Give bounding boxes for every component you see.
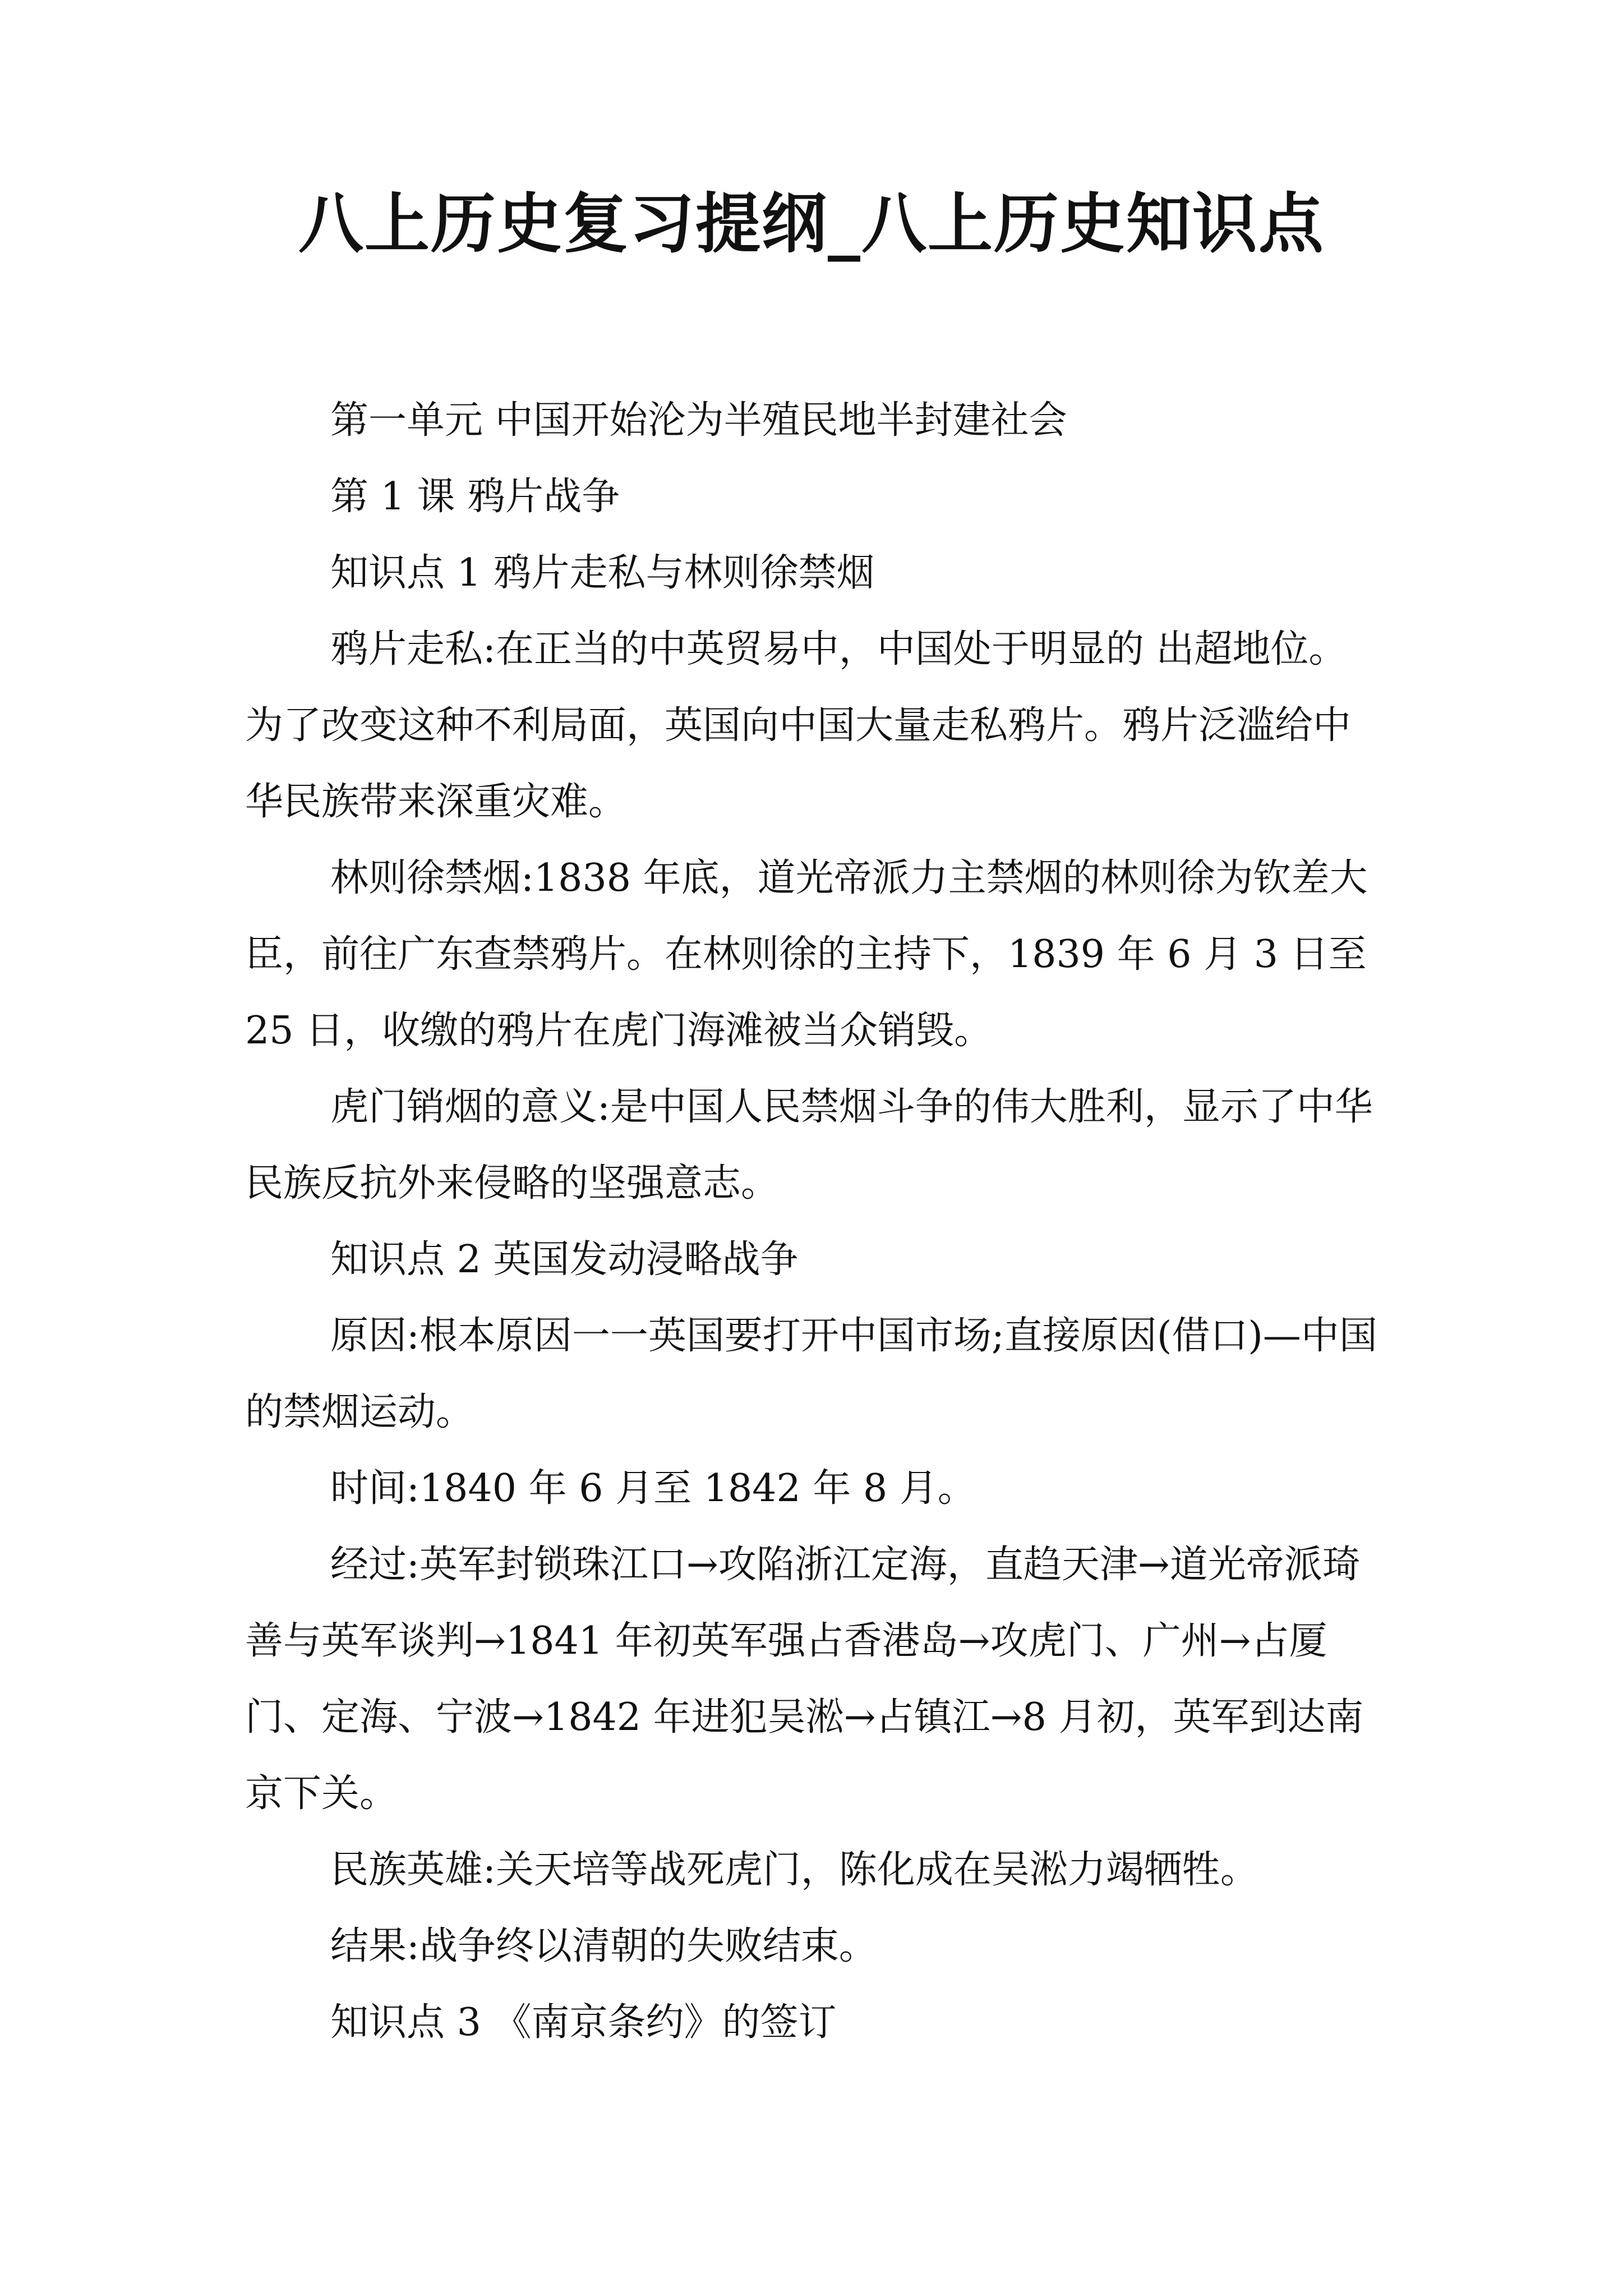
paragraph-result: 结果:战争终以清朝的失败结束。 — [330, 1924, 877, 1968]
paragraph-humen-significance: 虎门销烟的意义:是中国人民禁烟斗争的伟大胜利，显示了中华民族反抗外来侵略的坚强意志。 — [245, 1085, 1373, 1205]
paragraph-national-heroes: 民族英雄:关天培等战死虎门，陈化成在吴淞力竭牺牲。 — [330, 1848, 1258, 1892]
knowledge-point-heading: 知识点 1 鸦片走私与林则徐禁烟 — [330, 551, 875, 595]
lesson-heading: 第 1 课 鸦片战争 — [330, 475, 620, 519]
unit-heading: 第一单元 中国开始沦为半殖民地半封建社会 — [330, 398, 1067, 443]
document-body — [245, 383, 1384, 2061]
knowledge-point-heading: 知识点 3 《南京条约》的签订 — [330, 2000, 837, 2045]
document-title: 八上历史复习提纲_八上历史知识点 — [298, 186, 1325, 262]
paragraph-time: 时间:1840 年 6 月至 1842 年 8 月。 — [330, 1466, 976, 1511]
paragraph-opium-smuggling: 鸦片走私:在正当的中英贸易中，中国处于明显的 出超地位。为了改变这种不利局面，英国向中国大量走私鸦片。鸦片泛滥给中华民族带来深重灾难。 — [245, 627, 1352, 824]
paragraph-process: 经过:英军封锁珠江口→攻陷浙江定海，直趋天津→道光帝派琦善与英军谈判→1841 年初英军强占香港岛→攻虎门、广州→占厦门、定海、宁波→1842 年进犯吴淞→占镇江→8 月初，英军到达南京下关。 — [245, 1543, 1364, 1816]
paragraph-causes: 原因:根本原因一一英国要打开中国市场;直接原因(借口)—中国的禁烟运动。 — [245, 1314, 1377, 1434]
paragraph-lin-zexu: 林则徐禁烟:1838 年底，道光帝派力主禁烟的林则徐为钦差大臣，前往广东查禁鸦片。在林则徐的主持下，1839 年 6 月 3 日至 25 日，收缴的鸦片在虎门海滩被当众销毁。 — [245, 856, 1368, 1053]
knowledge-point-heading: 知识点 2 英国发动浸略战争 — [330, 1237, 799, 1282]
